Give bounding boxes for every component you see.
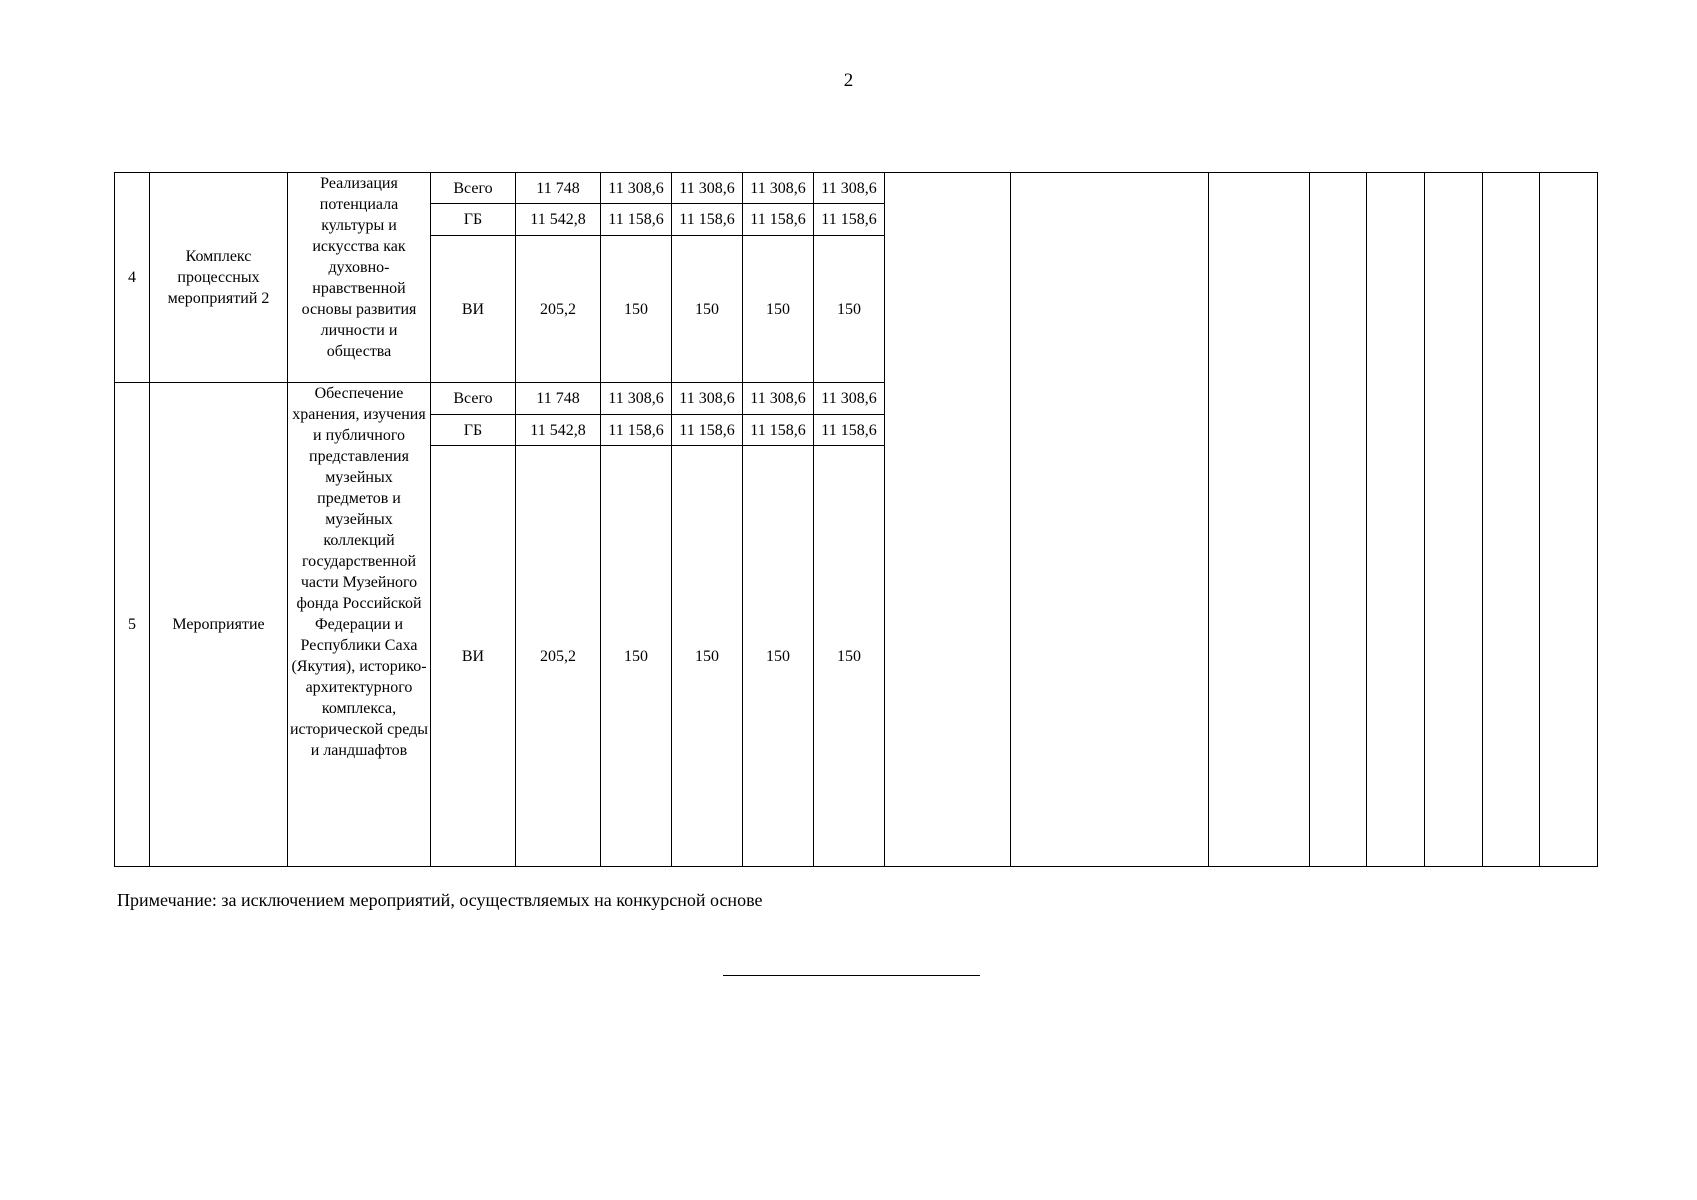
value-cell: 205,2 xyxy=(516,236,601,383)
value-cell: 11 158,6 xyxy=(601,415,672,446)
source-cell: Всего xyxy=(431,173,516,204)
row-description: Обеспечение хранения, изучения и публичного представления музейных предметов и музейных коллекций государственной части Музейного фонда Российской Федерации и Республики Саха (Якутия), историко-архитектурного комплекса, исторической среды и ландшафтов xyxy=(288,383,431,867)
value-cell: 11 308,6 xyxy=(601,383,672,415)
value-cell: 150 xyxy=(601,236,672,383)
empty-cell xyxy=(1540,173,1598,867)
row-number: 5 xyxy=(115,383,150,867)
budget-table xyxy=(114,172,1598,867)
source-cell: ГБ xyxy=(431,415,516,446)
value-cell: 150 xyxy=(814,236,885,383)
value-cell: 150 xyxy=(672,446,743,867)
empty-cell xyxy=(1209,173,1310,867)
value-cell: 11 308,6 xyxy=(672,383,743,415)
value-cell: 11 308,6 xyxy=(743,173,814,204)
value-cell: 11 308,6 xyxy=(814,383,885,415)
value-cell: 150 xyxy=(743,236,814,383)
page-number: 2 xyxy=(843,70,854,91)
empty-cell xyxy=(1425,173,1483,867)
value-cell: 11 158,6 xyxy=(601,204,672,236)
empty-cell xyxy=(1483,173,1540,867)
value-cell: 11 158,6 xyxy=(814,204,885,236)
value-cell: 150 xyxy=(672,236,743,383)
empty-cell xyxy=(1011,173,1209,867)
empty-cell xyxy=(1367,173,1425,867)
empty-cell xyxy=(885,173,1011,867)
value-cell: 11 308,6 xyxy=(814,173,885,204)
value-cell: 11 308,6 xyxy=(601,173,672,204)
table-row xyxy=(115,173,1598,204)
value-cell: 11 158,6 xyxy=(814,415,885,446)
value-cell: 205,2 xyxy=(516,446,601,867)
value-cell: 11 158,6 xyxy=(672,204,743,236)
value-cell: 11 542,8 xyxy=(516,204,601,236)
row-name: Комплекс процессных мероприятий 2 xyxy=(150,173,288,383)
source-cell: ГБ xyxy=(431,204,516,236)
value-cell: 11 158,6 xyxy=(743,204,814,236)
value-cell: 11 158,6 xyxy=(672,415,743,446)
value-cell: 11 542,8 xyxy=(516,415,601,446)
value-cell: 11 748 xyxy=(516,383,601,415)
row-description: Реализация потенциала культуры и искусства как духовно-нравственной основы развития личности и общества xyxy=(288,173,431,383)
empty-cell xyxy=(1310,173,1367,867)
source-cell: ВИ xyxy=(431,236,516,383)
value-cell: 11 158,6 xyxy=(743,415,814,446)
row-number: 4 xyxy=(115,173,150,383)
value-cell: 11 308,6 xyxy=(672,173,743,204)
source-cell: ВИ xyxy=(431,446,516,867)
value-cell: 150 xyxy=(743,446,814,867)
row-name: Мероприятие xyxy=(150,383,288,867)
source-cell: Всего xyxy=(431,383,516,415)
value-cell: 150 xyxy=(814,446,885,867)
footnote: Примечание: за исключением мероприятий, осуществляемых на конкурсной основе xyxy=(117,890,763,910)
value-cell: 150 xyxy=(601,446,672,867)
closing-rule xyxy=(723,975,980,976)
value-cell: 11 308,6 xyxy=(743,383,814,415)
value-cell: 11 748 xyxy=(516,173,601,204)
